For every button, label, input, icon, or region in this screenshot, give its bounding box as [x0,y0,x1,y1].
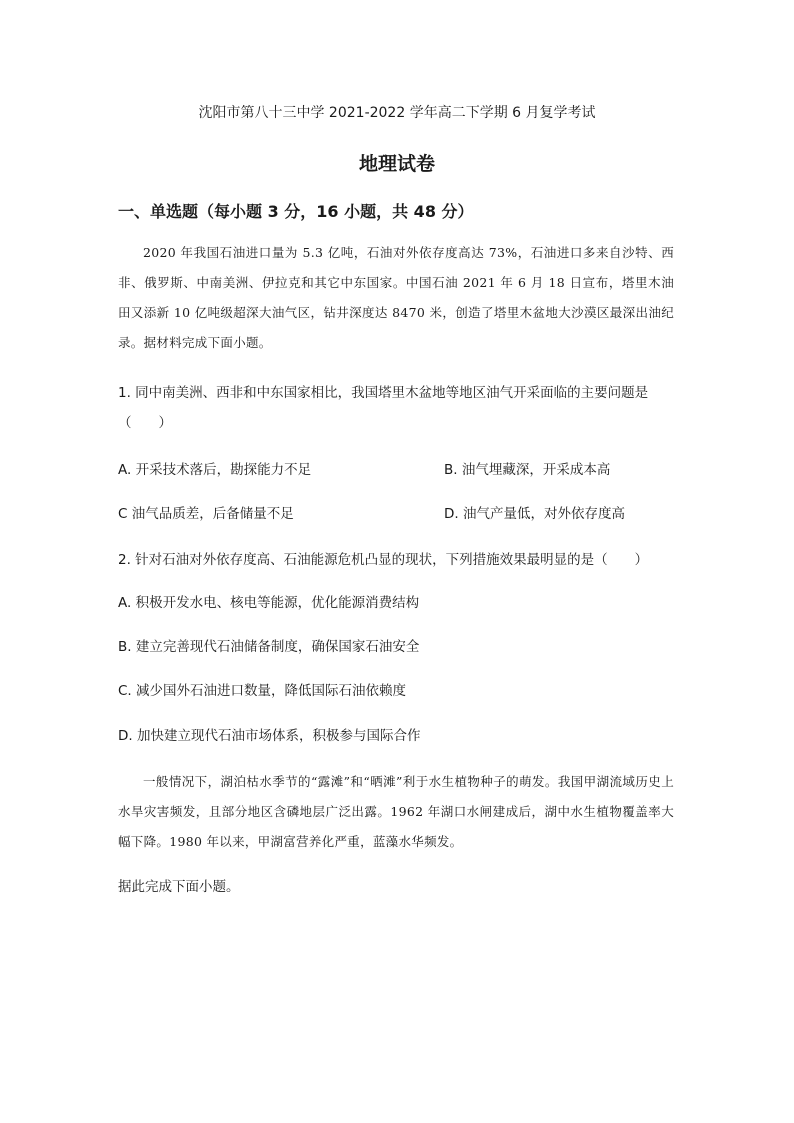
exam-header: 沈阳市第八十三中学 2021-2022 学年高二下学期 6 月复学考试 [198,105,596,121]
reading-passage-lake: 一般情况下，湖泊枯水季节的“露滩”和“晒滩”利于水生植物种子的萌发。我国甲湖流域历史上水旱灾害频发，且部分地区含磷地层广泛出露。1962 年湖口水闸建成后，湖中水生植物覆盖率大幅下降。1980 年以来，甲湖富营养化严重，蓝藻水华频发。 [118,774,674,849]
question-2-option-d: D. 加快建立现代石油市场体系，积极参与国际合作 [118,728,421,744]
question-1-option-c: C 油气品质差，后备储量不足 [118,506,294,522]
question-2-option-c: C. 减少国外石油进口数量，降低国际石油依赖度 [118,683,407,699]
question-1-option-d: D. 油气产量低，对外依存度高 [444,506,625,522]
question-2-option-a: A. 积极开发水电、核电等能源，优化能源消费结构 [118,595,420,611]
instruction-text: 据此完成下面小题。 [118,879,240,895]
question-1-option-b: B. 油气埋藏深，开采成本高 [444,462,611,478]
section-heading: 一、单选题（每小题 3 分，16 小题，共 48 分） [118,202,474,221]
question-1-option-a: A. 开采技术落后，勘探能力不足 [118,462,312,478]
question-2-option-b: B. 建立完善现代石油储备制度，确保国家石油安全 [118,639,420,655]
reading-passage-oil: 2020 年我国石油进口量为 5.3 亿吨，石油对外依存度高达 73%，石油进口多来自沙特、西非、俄罗斯、中南美洲、伊拉克和其它中东国家。中国石油 2021 年 6 月 18 日宣布，塔里木油田又添新 10 亿吨级超深大油气区，钻井深度达 8470 米，创造了塔里木盆地大沙漠区最深出油纪录。据材料完成下面小题。 [118,245,674,350]
page-title: 地理试卷 [358,153,435,175]
question-1-stem: 1. 同中南美洲、西非和中东国家相比，我国塔里木盆地等地区油气开采面临的主要问题是（ ） [118,385,649,431]
question-2-stem: 2. 针对石油对外依存度高、石油能源危机凸显的现状，下列措施效果最明显的是（ ） [118,552,649,568]
